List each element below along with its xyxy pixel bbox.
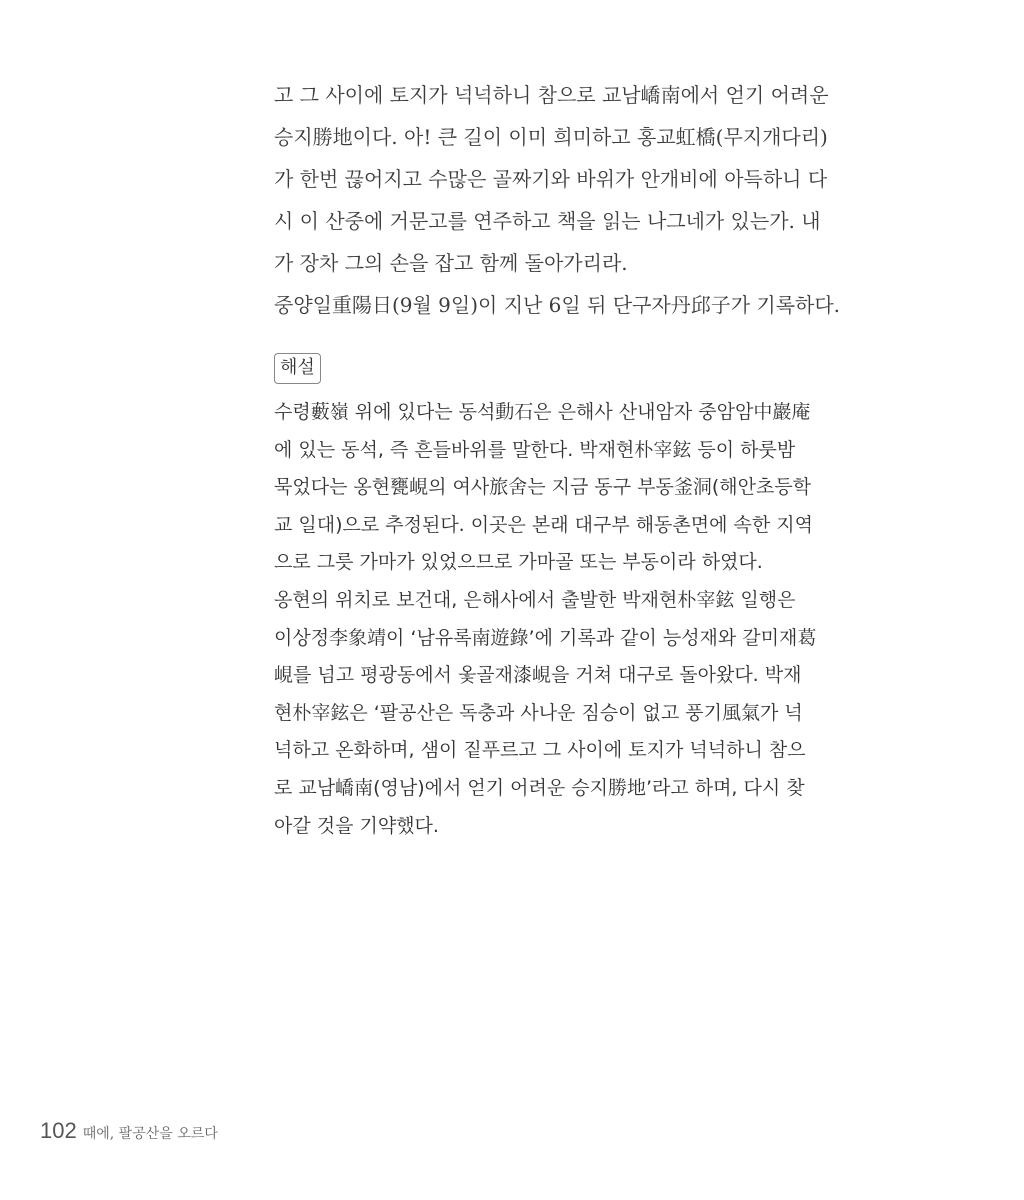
commentary-heading <box>274 353 321 384</box>
poem-line: 가 한번 끊어지고 수많은 골짜기와 바위가 안개비에 아득하니 다 <box>274 167 828 191</box>
commentary-line: 교 일대)으로 추정된다. 이곳은 본래 대구부 해동촌면에 속한 지역 <box>274 513 813 536</box>
commentary-line: 수령藪嶺 위에 있다는 동석動石은 은해사 산내암자 중암암中巖庵 <box>274 401 811 423</box>
poem-line: 중양일重陽日(9월 9일)이 지난 6일 뒤 단구자丹邱子가 기록하다. <box>274 293 841 317</box>
commentary-line: 로 교남嶠南(영남)에서 얻기 어려운 승지勝地’라고 하며, 다시 찾 <box>274 776 805 799</box>
commentary-line: 이상정李象靖이 ‘남유록南遊錄’에 기록과 같이 능성재와 갈미재葛 <box>274 626 817 649</box>
poem-line: 가 장차 그의 손을 잡고 함께 돌아가리라. <box>274 251 628 275</box>
commentary-line: 묵었다는 옹현甕峴의 여사旅舍는 지금 동구 부동釜洞(해안초등학 <box>274 476 812 499</box>
poem-line: 고 그 사이에 토지가 넉넉하니 참으로 교남嶠南에서 얻기 어려운 <box>274 83 829 107</box>
poem-translation <box>274 74 864 326</box>
commentary-label-badge: 해설 <box>274 353 321 384</box>
commentary-line: 현朴宰鉉은 ‘팔공산은 독충과 사나운 짐승이 없고 풍기風氣가 넉 <box>274 701 803 724</box>
page-footer <box>40 1118 218 1144</box>
commentary-line: 아갈 것을 기약했다. <box>274 814 439 837</box>
commentary-line: 옹현의 위치로 보건대, 은해사에서 출발한 박재현朴宰鉉 일행은 <box>274 588 796 611</box>
running-title: 때에, 팔공산을 오르다 <box>82 1126 218 1142</box>
commentary-line: 으로 그릇 가마가 있었으므로 가마골 또는 부동이라 하였다. <box>274 551 763 574</box>
commentary-line: 에 있는 동석, 즉 흔들바위를 말한다. 박재현朴宰鉉 등이 하룻밤 <box>274 438 796 461</box>
poem-line: 시 이 산중에 거문고를 연주하고 책을 읽는 나그네가 있는가. 내 <box>274 209 821 233</box>
page-number: 102 <box>40 1118 77 1143</box>
poem-line: 승지勝地이다. 아! 큰 길이 이미 희미하고 홍교虹橋(무지개다리) <box>274 125 828 149</box>
commentary-line: 넉하고 온화하며, 샘이 짙푸르고 그 사이에 토지가 넉넉하니 참으 <box>274 739 806 762</box>
commentary-body <box>274 394 864 845</box>
commentary-line: 峴를 넘고 평광동에서 옻골재漆峴을 거쳐 대구로 돌아왔다. 박재 <box>274 664 802 687</box>
